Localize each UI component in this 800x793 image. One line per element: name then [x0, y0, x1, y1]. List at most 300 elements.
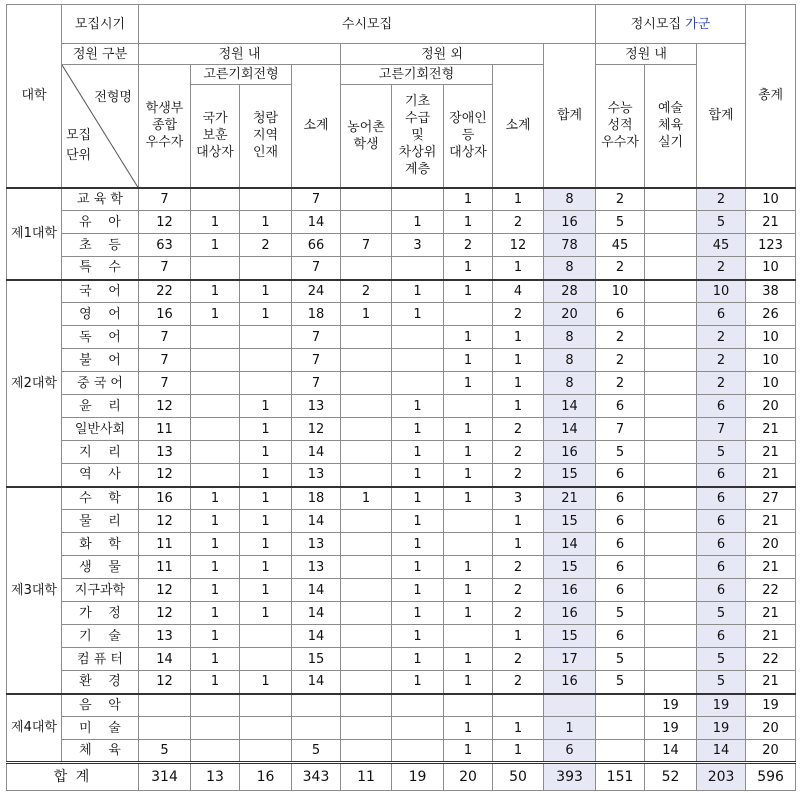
value-cell — [341, 740, 392, 763]
value-cell — [645, 671, 697, 694]
value-cell: 1 — [493, 188, 544, 211]
value-cell — [392, 257, 444, 280]
value-cell — [645, 487, 697, 510]
value-cell: 16 — [139, 487, 191, 510]
value-cell: 1 — [493, 717, 544, 740]
value-cell: 4 — [493, 280, 544, 303]
value-cell: 2 — [493, 671, 544, 694]
value-cell: 1 — [240, 464, 292, 487]
value-cell: 1 — [240, 671, 292, 694]
value-cell: 14 — [292, 211, 341, 234]
value-cell: 6 — [596, 464, 645, 487]
value-cell: 6 — [697, 464, 746, 487]
value-cell: 12 — [139, 602, 191, 625]
value-cell: 15 — [544, 464, 596, 487]
value-cell — [645, 441, 697, 464]
value-cell: 13 — [292, 556, 341, 579]
major-name: 음 악 — [62, 694, 139, 717]
value-cell: 1 — [392, 418, 444, 441]
value-cell: 6 — [596, 303, 645, 326]
header-recruit-period: 모집시기 — [62, 5, 139, 44]
value-cell — [392, 694, 444, 717]
value-cell: 1 — [392, 211, 444, 234]
value-cell: 22 — [139, 280, 191, 303]
value-cell — [645, 303, 697, 326]
value-cell — [341, 464, 392, 487]
table-row — [7, 717, 796, 740]
univ-name: 제2대학 — [7, 280, 62, 487]
value-cell: 12 — [139, 395, 191, 418]
value-cell: 1 — [493, 740, 544, 763]
major-name: 독 어 — [62, 326, 139, 349]
value-cell: 14 — [292, 579, 341, 602]
value-cell: 7 — [697, 418, 746, 441]
header-univ: 대학 — [7, 5, 62, 188]
value-cell: 28 — [544, 280, 596, 303]
value-cell: 20 — [746, 395, 796, 418]
value-cell — [645, 533, 697, 556]
value-cell: 2 — [697, 326, 746, 349]
table-row — [7, 349, 796, 372]
value-cell: 17 — [544, 648, 596, 671]
value-cell — [493, 694, 544, 717]
value-cell — [240, 326, 292, 349]
value-cell — [292, 717, 341, 740]
value-cell: 1 — [392, 464, 444, 487]
major-name: 생 물 — [62, 556, 139, 579]
value-cell: 15 — [544, 556, 596, 579]
value-cell: 7 — [292, 257, 341, 280]
value-cell — [645, 326, 697, 349]
value-cell: 6 — [596, 579, 645, 602]
total-cell: 11 — [341, 763, 392, 791]
value-cell: 21 — [746, 441, 796, 464]
value-cell: 123 — [746, 234, 796, 257]
total-cell: 19 — [392, 763, 444, 791]
major-name: 미 술 — [62, 717, 139, 740]
value-cell: 2 — [240, 234, 292, 257]
table-row — [7, 602, 796, 625]
value-cell — [240, 257, 292, 280]
header-arts-sports: 예술 체육 실기 — [645, 65, 697, 188]
total-cell: 596 — [746, 763, 796, 791]
value-cell — [444, 625, 493, 648]
value-cell — [240, 694, 292, 717]
table-body — [7, 188, 796, 763]
value-cell — [341, 349, 392, 372]
value-cell: 19 — [697, 694, 746, 717]
value-cell: 2 — [697, 349, 746, 372]
value-cell: 2 — [493, 556, 544, 579]
header-subtotal-out: 소계 — [493, 65, 544, 188]
value-cell: 14 — [292, 625, 341, 648]
value-cell: 8 — [544, 349, 596, 372]
table-row — [7, 510, 796, 533]
value-cell: 6 — [697, 625, 746, 648]
table-row — [7, 234, 796, 257]
value-cell: 12 — [493, 234, 544, 257]
value-cell: 6 — [697, 487, 746, 510]
value-cell: 1 — [392, 510, 444, 533]
value-cell: 21 — [746, 510, 796, 533]
table-row — [7, 280, 796, 303]
value-cell: 1 — [444, 487, 493, 510]
value-cell: 5 — [596, 602, 645, 625]
value-cell: 66 — [292, 234, 341, 257]
table-row — [7, 441, 796, 464]
total-cell: 20 — [444, 763, 493, 791]
value-cell: 1 — [444, 648, 493, 671]
total-row — [7, 763, 796, 791]
value-cell — [645, 648, 697, 671]
value-cell: 1 — [240, 303, 292, 326]
value-cell: 2 — [697, 188, 746, 211]
value-cell — [392, 372, 444, 395]
value-cell — [596, 717, 645, 740]
table-row — [7, 579, 796, 602]
value-cell: 78 — [544, 234, 596, 257]
header-grand-total: 총계 — [746, 5, 796, 188]
value-cell: 15 — [544, 510, 596, 533]
value-cell: 13 — [139, 625, 191, 648]
header-csat: 수능 성적 우수자 — [596, 65, 645, 188]
table-row — [7, 464, 796, 487]
header-diagonal-cell — [62, 65, 139, 188]
value-cell: 6 — [596, 556, 645, 579]
univ-name: 제4대학 — [7, 694, 62, 763]
value-cell: 10 — [746, 372, 796, 395]
value-cell: 1 — [493, 349, 544, 372]
value-cell: 1 — [444, 211, 493, 234]
value-cell: 5 — [697, 602, 746, 625]
value-cell: 20 — [746, 740, 796, 763]
value-cell: 21 — [746, 556, 796, 579]
value-cell: 7 — [292, 372, 341, 395]
value-cell: 18 — [292, 303, 341, 326]
value-cell — [645, 602, 697, 625]
value-cell — [341, 602, 392, 625]
value-cell — [341, 211, 392, 234]
value-cell: 1 — [240, 487, 292, 510]
value-cell: 2 — [493, 579, 544, 602]
value-cell — [191, 464, 240, 487]
total-cell: 50 — [493, 763, 544, 791]
value-cell: 14 — [292, 671, 341, 694]
value-cell: 5 — [596, 671, 645, 694]
value-cell — [341, 418, 392, 441]
header-jeongsi-group: 가군 — [685, 16, 711, 32]
value-cell: 1 — [240, 533, 292, 556]
value-cell: 7 — [292, 188, 341, 211]
header-susi: 수시모집 — [139, 5, 596, 44]
value-cell — [444, 533, 493, 556]
value-cell: 7 — [139, 372, 191, 395]
header-subtotal-in: 소계 — [292, 65, 341, 188]
value-cell: 16 — [544, 602, 596, 625]
value-cell: 8 — [544, 372, 596, 395]
value-cell — [645, 257, 697, 280]
total-cell: 52 — [645, 763, 697, 791]
total-cell: 343 — [292, 763, 341, 791]
value-cell: 2 — [493, 464, 544, 487]
major-name: 불 어 — [62, 349, 139, 372]
value-cell: 1 — [191, 625, 240, 648]
table-row — [7, 556, 796, 579]
value-cell: 1 — [392, 441, 444, 464]
header-student-comp: 학생부 종합 우수자 — [139, 65, 191, 188]
value-cell: 7 — [341, 234, 392, 257]
value-cell — [191, 740, 240, 763]
value-cell: 6 — [596, 510, 645, 533]
value-cell: 2 — [596, 326, 645, 349]
value-cell — [645, 372, 697, 395]
major-name: 영 어 — [62, 303, 139, 326]
value-cell: 5 — [292, 740, 341, 763]
value-cell — [645, 234, 697, 257]
total-cell: 151 — [596, 763, 645, 791]
value-cell — [596, 740, 645, 763]
total-label: 합 계 — [7, 763, 139, 791]
table-row — [7, 418, 796, 441]
value-cell: 7 — [596, 418, 645, 441]
value-cell: 19 — [746, 694, 796, 717]
value-cell: 16 — [544, 211, 596, 234]
value-cell: 6 — [697, 510, 746, 533]
value-cell — [444, 395, 493, 418]
value-cell: 14 — [139, 648, 191, 671]
header-youth-region: 청람 지역 인재 — [240, 85, 292, 188]
value-cell: 21 — [746, 211, 796, 234]
value-cell: 1 — [444, 372, 493, 395]
value-cell: 14 — [292, 510, 341, 533]
value-cell: 14 — [645, 740, 697, 763]
table-row — [7, 487, 796, 510]
header-veterans: 국가 보훈 대상자 — [191, 85, 240, 188]
value-cell — [392, 349, 444, 372]
value-cell — [341, 533, 392, 556]
table-row — [7, 211, 796, 234]
table-row — [7, 648, 796, 671]
table-row — [7, 533, 796, 556]
value-cell: 2 — [493, 441, 544, 464]
value-cell: 16 — [544, 671, 596, 694]
value-cell: 13 — [292, 464, 341, 487]
value-cell: 11 — [139, 418, 191, 441]
value-cell: 2 — [493, 418, 544, 441]
header-unit-top: 모집 — [66, 128, 92, 143]
major-name: 초 등 — [62, 234, 139, 257]
value-cell — [240, 372, 292, 395]
value-cell: 1 — [392, 280, 444, 303]
value-cell: 1 — [240, 280, 292, 303]
value-cell: 10 — [746, 188, 796, 211]
value-cell: 3 — [392, 234, 444, 257]
value-cell: 1 — [191, 556, 240, 579]
value-cell: 1 — [444, 602, 493, 625]
value-cell — [341, 671, 392, 694]
value-cell: 1 — [392, 487, 444, 510]
value-cell: 20 — [746, 533, 796, 556]
value-cell: 2 — [444, 234, 493, 257]
value-cell — [191, 257, 240, 280]
header-quota-type: 정원 구분 — [62, 44, 139, 65]
value-cell: 19 — [697, 717, 746, 740]
value-cell: 5 — [697, 671, 746, 694]
value-cell — [191, 395, 240, 418]
value-cell: 2 — [493, 303, 544, 326]
value-cell — [341, 556, 392, 579]
value-cell: 1 — [392, 395, 444, 418]
value-cell: 7 — [292, 326, 341, 349]
major-name: 역 사 — [62, 464, 139, 487]
header-equal-opp: 고른기회전형 — [191, 65, 292, 85]
value-cell: 6 — [697, 556, 746, 579]
value-cell — [645, 510, 697, 533]
value-cell: 1 — [444, 671, 493, 694]
header-equal-opp-out: 고른기회전형 — [341, 65, 493, 85]
major-name: 지 리 — [62, 441, 139, 464]
value-cell — [645, 579, 697, 602]
value-cell: 2 — [493, 602, 544, 625]
value-cell: 12 — [139, 671, 191, 694]
value-cell — [191, 694, 240, 717]
value-cell: 1 — [392, 303, 444, 326]
table-row — [7, 395, 796, 418]
value-cell: 1 — [392, 625, 444, 648]
value-cell: 13 — [292, 395, 341, 418]
value-cell: 1 — [392, 671, 444, 694]
value-cell: 14 — [292, 602, 341, 625]
value-cell: 1 — [240, 602, 292, 625]
value-cell: 6 — [697, 533, 746, 556]
value-cell — [240, 717, 292, 740]
value-cell: 1 — [240, 211, 292, 234]
value-cell: 5 — [596, 211, 645, 234]
header-unit-bottom: 단위 — [66, 148, 92, 163]
header-basic-livelihood: 기초 수급 및 차상위 계층 — [392, 85, 444, 188]
value-cell: 1 — [444, 464, 493, 487]
value-cell: 20 — [746, 717, 796, 740]
value-cell — [191, 349, 240, 372]
value-cell — [191, 326, 240, 349]
value-cell: 2 — [493, 211, 544, 234]
value-cell: 21 — [544, 487, 596, 510]
value-cell: 2 — [596, 257, 645, 280]
value-cell — [444, 694, 493, 717]
value-cell: 1 — [191, 648, 240, 671]
value-cell: 24 — [292, 280, 341, 303]
major-name: 유 아 — [62, 211, 139, 234]
major-name: 화 학 — [62, 533, 139, 556]
table-row — [7, 188, 796, 211]
value-cell — [292, 694, 341, 717]
value-cell: 14 — [544, 418, 596, 441]
value-cell: 6 — [596, 533, 645, 556]
value-cell: 1 — [240, 418, 292, 441]
value-cell: 38 — [746, 280, 796, 303]
value-cell — [392, 717, 444, 740]
value-cell: 12 — [139, 211, 191, 234]
value-cell: 2 — [493, 648, 544, 671]
value-cell — [240, 740, 292, 763]
value-cell: 1 — [191, 303, 240, 326]
header-susi-total: 합계 — [544, 44, 596, 188]
value-cell: 7 — [292, 349, 341, 372]
value-cell — [191, 372, 240, 395]
value-cell — [341, 372, 392, 395]
value-cell: 11 — [139, 556, 191, 579]
value-cell: 10 — [746, 257, 796, 280]
value-cell: 16 — [544, 579, 596, 602]
header-quota-in: 정원 내 — [139, 44, 341, 65]
value-cell: 8 — [544, 188, 596, 211]
value-cell: 1 — [191, 671, 240, 694]
value-cell: 2 — [697, 257, 746, 280]
value-cell: 1 — [392, 579, 444, 602]
value-cell — [645, 625, 697, 648]
major-name: 체 육 — [62, 740, 139, 763]
value-cell: 1 — [444, 257, 493, 280]
value-cell: 21 — [746, 464, 796, 487]
value-cell — [645, 418, 697, 441]
univ-name: 제3대학 — [7, 487, 62, 694]
value-cell: 1 — [493, 257, 544, 280]
value-cell — [341, 717, 392, 740]
value-cell — [191, 418, 240, 441]
value-cell: 1 — [191, 579, 240, 602]
value-cell: 6 — [697, 579, 746, 602]
value-cell: 22 — [746, 648, 796, 671]
value-cell: 6 — [544, 740, 596, 763]
value-cell: 1 — [191, 602, 240, 625]
value-cell: 15 — [292, 648, 341, 671]
value-cell: 1 — [493, 510, 544, 533]
header-quota-out: 정원 외 — [341, 44, 544, 65]
value-cell: 22 — [746, 579, 796, 602]
value-cell — [240, 188, 292, 211]
table-row — [7, 694, 796, 717]
table-row — [7, 671, 796, 694]
value-cell — [341, 648, 392, 671]
value-cell: 21 — [746, 602, 796, 625]
value-cell: 1 — [444, 349, 493, 372]
value-cell: 6 — [697, 303, 746, 326]
value-cell — [645, 395, 697, 418]
value-cell: 1 — [191, 533, 240, 556]
value-cell: 12 — [292, 418, 341, 441]
value-cell — [341, 510, 392, 533]
value-cell: 1 — [392, 602, 444, 625]
value-cell — [341, 441, 392, 464]
value-cell: 1 — [392, 556, 444, 579]
value-cell: 1 — [191, 234, 240, 257]
value-cell — [341, 257, 392, 280]
table-row — [7, 303, 796, 326]
value-cell — [392, 740, 444, 763]
value-cell — [341, 188, 392, 211]
value-cell: 1 — [493, 326, 544, 349]
value-cell: 1 — [444, 556, 493, 579]
value-cell: 16 — [544, 441, 596, 464]
value-cell: 1 — [444, 418, 493, 441]
value-cell: 14 — [697, 740, 746, 763]
value-cell: 63 — [139, 234, 191, 257]
major-name: 환 경 — [62, 671, 139, 694]
value-cell: 12 — [139, 579, 191, 602]
value-cell — [191, 188, 240, 211]
value-cell: 3 — [493, 487, 544, 510]
major-name: 교 육 학 — [62, 188, 139, 211]
